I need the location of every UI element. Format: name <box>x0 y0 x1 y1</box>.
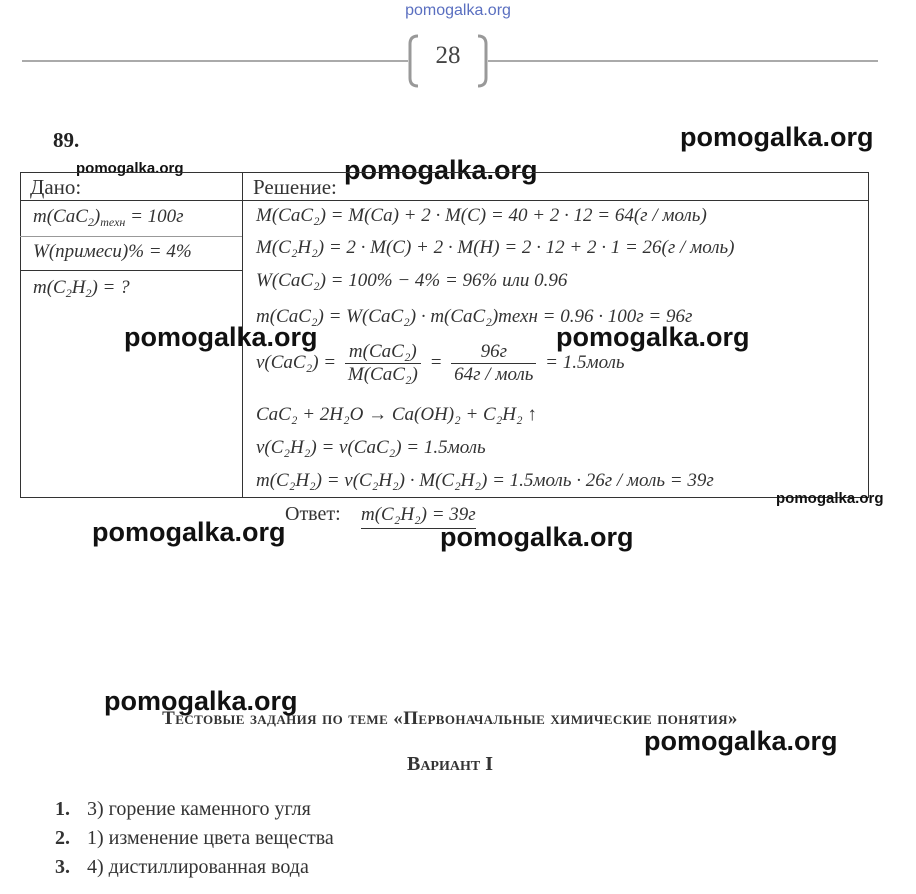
site-header-link[interactable]: pomogalka.org <box>405 2 511 19</box>
given-impurity: W(примеси)% = 4% <box>33 241 192 262</box>
solution-line-8: m(C₂H₂) = ν(C₂H₂) · M(C₂H₂) = 1.5моль · 26г / моль = 39г <box>256 470 714 491</box>
watermark: pomogalka.org <box>92 517 286 547</box>
solution-line-3: W(CaC₂) = 100% − 4% = 96% или 0.96 <box>256 270 568 291</box>
fraction-mass-over-molar: $\frac{\text{m(CaC₂)}}{\text{M(CaC₂)}}$ <box>345 341 421 386</box>
watermark: pomogalka.org <box>76 160 184 177</box>
watermark: pomogalka.org <box>440 522 634 552</box>
solution-line-5: ν(CaC₂) = $\frac{\text{m(CaC₂)}}{\text{M(CaC₂)}}$ = $\frac{96г}{\text{64г / моль}}$ = 1.5моль <box>256 341 625 385</box>
header-rule-left <box>22 60 408 62</box>
solution-line-4: m(CaC₂) = W(CaC₂) · m(CaC₂)техн = 0.96 · 100г = 96г <box>256 306 693 327</box>
watermark: pomogalka.org <box>644 726 838 756</box>
tests-title: Тестовые задания по теме «Первоначальные химические понятия» <box>162 708 738 729</box>
header-rule-right <box>488 60 878 62</box>
table-header-rule <box>20 200 869 201</box>
answer-label: Ответ: <box>285 503 341 525</box>
answer-value: m(C₂H₂) = 39г <box>361 504 476 529</box>
given-header: Дано: <box>30 175 82 199</box>
test-answer-item: 1. 3) горение каменного угля <box>55 798 311 820</box>
variant-title: Вариант I <box>406 753 493 775</box>
solution-line-7: ν(C₂H₂) = ν(CaC₂) = 1.5моль <box>256 437 486 458</box>
find-mass-c2h2: $m(C_2H_2)$ = ? <box>33 277 130 300</box>
test-answer-item: 3. 4) дистиллированная вода <box>55 856 309 878</box>
watermark: pomogalka.org <box>344 155 538 185</box>
watermark: pomogalka.org <box>104 686 298 716</box>
solution-line-1: M(CaC₂) = M(Ca) + 2 · M(C) = 40 + 2 · 12 = 64(г / моль) <box>256 205 707 226</box>
watermark: pomogalka.org <box>680 122 874 152</box>
test-answer-item: 2. 1) изменение цвета вещества <box>55 827 334 849</box>
watermark: pomogalka.org <box>556 322 750 352</box>
solution-line-6: CaC₂ + 2H₂O → Ca(OH)₂ + C₂H₂ ↑ <box>256 404 537 425</box>
page-number: 28 <box>435 42 461 69</box>
given-row-rule <box>20 236 242 237</box>
watermark: pomogalka.org <box>776 490 884 507</box>
given-find-rule <box>20 270 242 271</box>
fraction-values: $\frac{96г}{\text{64г / моль}}$ <box>451 341 536 386</box>
given-mass-cac2: $m(CaC_2)_{техн} = 100г$ <box>33 206 184 229</box>
task-number: 89. <box>53 128 80 152</box>
solution-line-2: M(C₂H₂) = 2 · M(C) + 2 · M(H) = 2 · 12 + 2 · 1 = 26(г / моль) <box>256 237 735 258</box>
watermark: pomogalka.org <box>124 322 318 352</box>
solution-header: Решение: <box>253 175 337 199</box>
